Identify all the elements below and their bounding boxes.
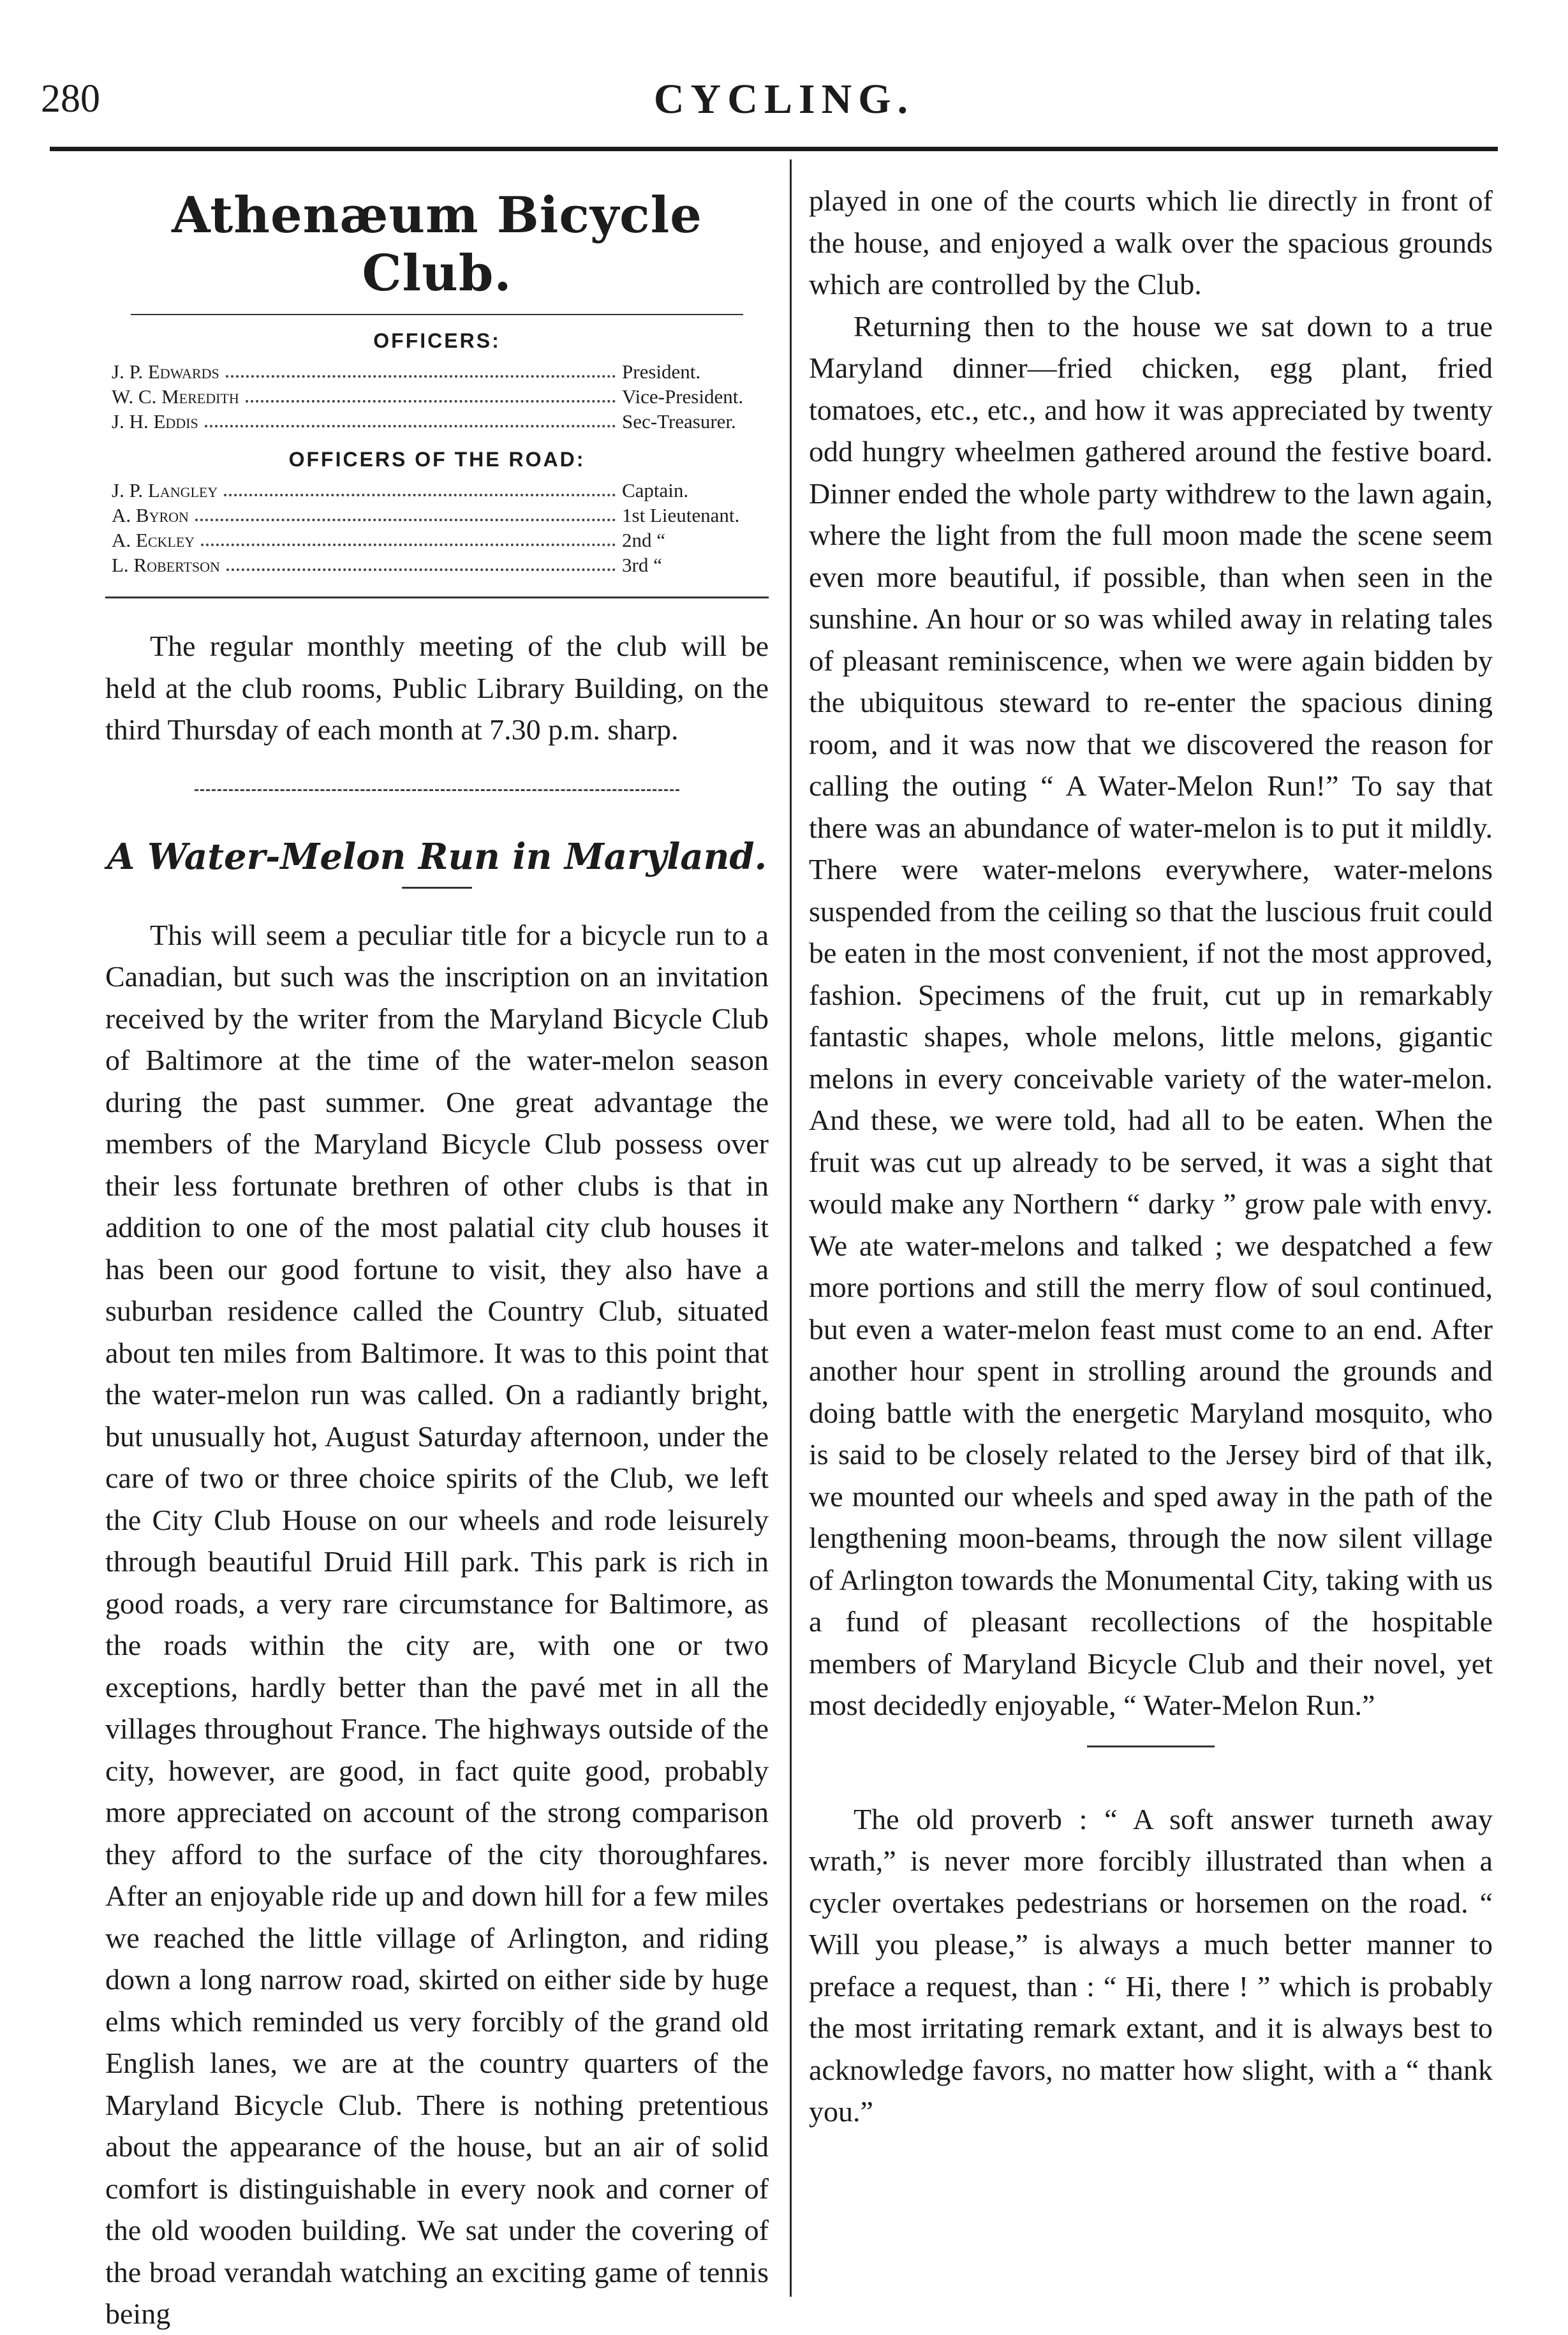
officer-role: President. [622, 360, 701, 383]
column-divider [790, 159, 792, 2297]
article-title: A Water-Melon Run in Maryland. [107, 835, 767, 878]
officer-row [112, 384, 769, 409]
title-rule [131, 314, 743, 315]
road-officers-heading: OFFICERS OF THE ROAD: [288, 448, 586, 471]
road-officer-row [112, 528, 769, 552]
left-column [105, 167, 769, 2335]
officer-role: 2nd “ [622, 529, 666, 551]
officer-role: Captain. [622, 479, 689, 501]
officer-row [112, 409, 769, 434]
dot-leader [226, 552, 616, 571]
dashed-rule [195, 789, 679, 791]
article-paragraph: played in one of the courts which lie directly in front of the house, and enjoyed a walk over the spacious grounds which are controlled by the Club. [809, 184, 1493, 300]
title-underline [402, 887, 472, 889]
proverb-paragraph: The old proverb : “ A soft answer turneth away wrath,” is never more forcibly illustrated than when a cycler overtakes pedestrians or horsemen on the road. “ Will you please,” is always a much better manner to preface a request, than : “ Hi, there ! ” which is probably the most irritating remark extant, and it is always best to acknowledge favors, no matter how slight, with a “ thank you.” [809, 1802, 1493, 2128]
officer-row [112, 359, 769, 384]
article-paragraph: This will seem a peculiar title for a bicycle run to a Canadian, but such was the inscription on an invitation received by the writer from the Maryland Bicycle Club of Baltimore at the time of the water-melon season during the past summer. One great advantage the members of the Maryland Bicycle Club possess over their less fortunate brethren of other clubs is that in addition to one of the most palatial city club houses it has been our good fortune to visit, they also have a suburban residence called the Country Club, situated about ten miles from Baltimore. It was to this point that the water-melon run was called. On a radiantly bright, but unusually hot, August Saturday afternoon, under the care of two or three choice spirits of the Club, we left the City Club House on our wheels and rode leisurely through beautiful Druid Hill park. This park is rich in good roads, a very rare circumstance for Baltimore, as the roads within the city are, with one or two exceptions, hardly better than the pavé met in all the villages throughout France. The highways outside of the city, however, are good, in fact quite good, probably more appreciated on account of the strong comparison they afford to the surface of the city thoroughfares. After an enjoyable ride up and down hill for a few miles we reached the little village of Arlington, and riding down a long narrow road, skirted on either side by huge elms which reminded us very forcibly of the grand old English lanes, we are at the country quarters of the Maryland Bicycle Club. There is nothing pretentious about the appearance of the house, but an air of solid comfort is distinguishable in every nook and corner of the old wooden building. We sat under the covering of the broad verandah watching an exciting game of tennis being [105, 918, 769, 2330]
dot-leader [201, 528, 616, 546]
club-title: Athenæum Bicycle Club. [172, 186, 702, 302]
meeting-notice: The regular monthly meeting of the club will be held at the club rooms, Public Library Building, on the third Thursday of each month at 7.30 p.m. sharp. [105, 630, 769, 746]
page-number: 280 [41, 77, 100, 121]
dot-leader [224, 478, 616, 496]
section-rule [105, 597, 769, 598]
separator-rule [1087, 1746, 1215, 1747]
officer-name: J. H. Eddis [112, 410, 198, 433]
officer-name: A. Eckley [112, 529, 195, 551]
dot-leader [246, 384, 616, 403]
dot-leader [195, 503, 616, 521]
officer-name: A. Byron [112, 504, 189, 526]
road-officer-row [112, 478, 769, 503]
officer-name: W. C. Meredith [112, 385, 239, 408]
officer-name: J. P. Langley [112, 479, 218, 501]
dot-leader [226, 359, 616, 378]
header-rule [50, 147, 1498, 151]
officer-role: Vice-President. [622, 385, 744, 408]
road-officer-row [112, 503, 769, 528]
officer-name: J. P. Edwards [112, 360, 219, 383]
officer-name: L. Robertson [112, 554, 220, 576]
officers-heading: OFFICERS: [373, 329, 501, 352]
right-column [809, 180, 1493, 2133]
officer-role: Sec-Treasurer. [622, 410, 736, 433]
officer-role: 1st Lieutenant. [622, 504, 740, 526]
journal-title: CYCLING. [653, 76, 915, 122]
article-paragraph: Returning then to the house we sat down to a true Maryland dinner—fried chicken, egg plant, fried tomatoes, etc., etc., and how it was appreciated by twenty odd hungry wheelmen gathered around the festive board. Dinner ended the whole party withdrew to the lawn again, where the light from the full moon made the scene seem even more beautiful, if possible, than when seen in the sunshine. An hour or so was whiled away in relating tales of pleasant reminiscence, when we were again bidden by the ubiquitous steward to re-enter the spacious dining room, and it was now that we discovered the reason for calling the outing “ A Water-Melon Run!” To say that there was an abundance of water-melon is to put it mildly. There were water-melons everywhere, water-melons suspended from the ceiling so that the luscious fruit could be eaten in the most convenient, if not the most approved, fashion. Specimens of the fruit, cut up in remarkably fantastic shapes, whole melons, little melons, gigantic melons in every conceivable variety of the water-melon. And these, we were told, had all to be eaten. When the fruit was cut up already to be served, it was a sight that would make any Northern “ darky ” grow pale with envy. We ate water-melons and talked ; we despatched a few more portions and still the merry flow of soul continued, but even a water-melon feast must come to an end. After another hour spent in strolling around the grounds and doing battle with the energetic Maryland mosquito, who is said to be closely related to the Jersey bird of that ilk, we mounted our wheels and sped away in the path of the lengthening moon-beams, through the now silent village of Arlington towards the Monumental City, taking with us a fund of pleasant recollections of the hospitable members of Maryland Bicycle Club and their novel, yet most decidedly enjoyable, “ Water-Melon Run.” [809, 309, 1493, 1721]
road-officer-row [112, 552, 769, 577]
officer-role: 3rd “ [622, 554, 662, 576]
dot-leader [205, 409, 616, 427]
